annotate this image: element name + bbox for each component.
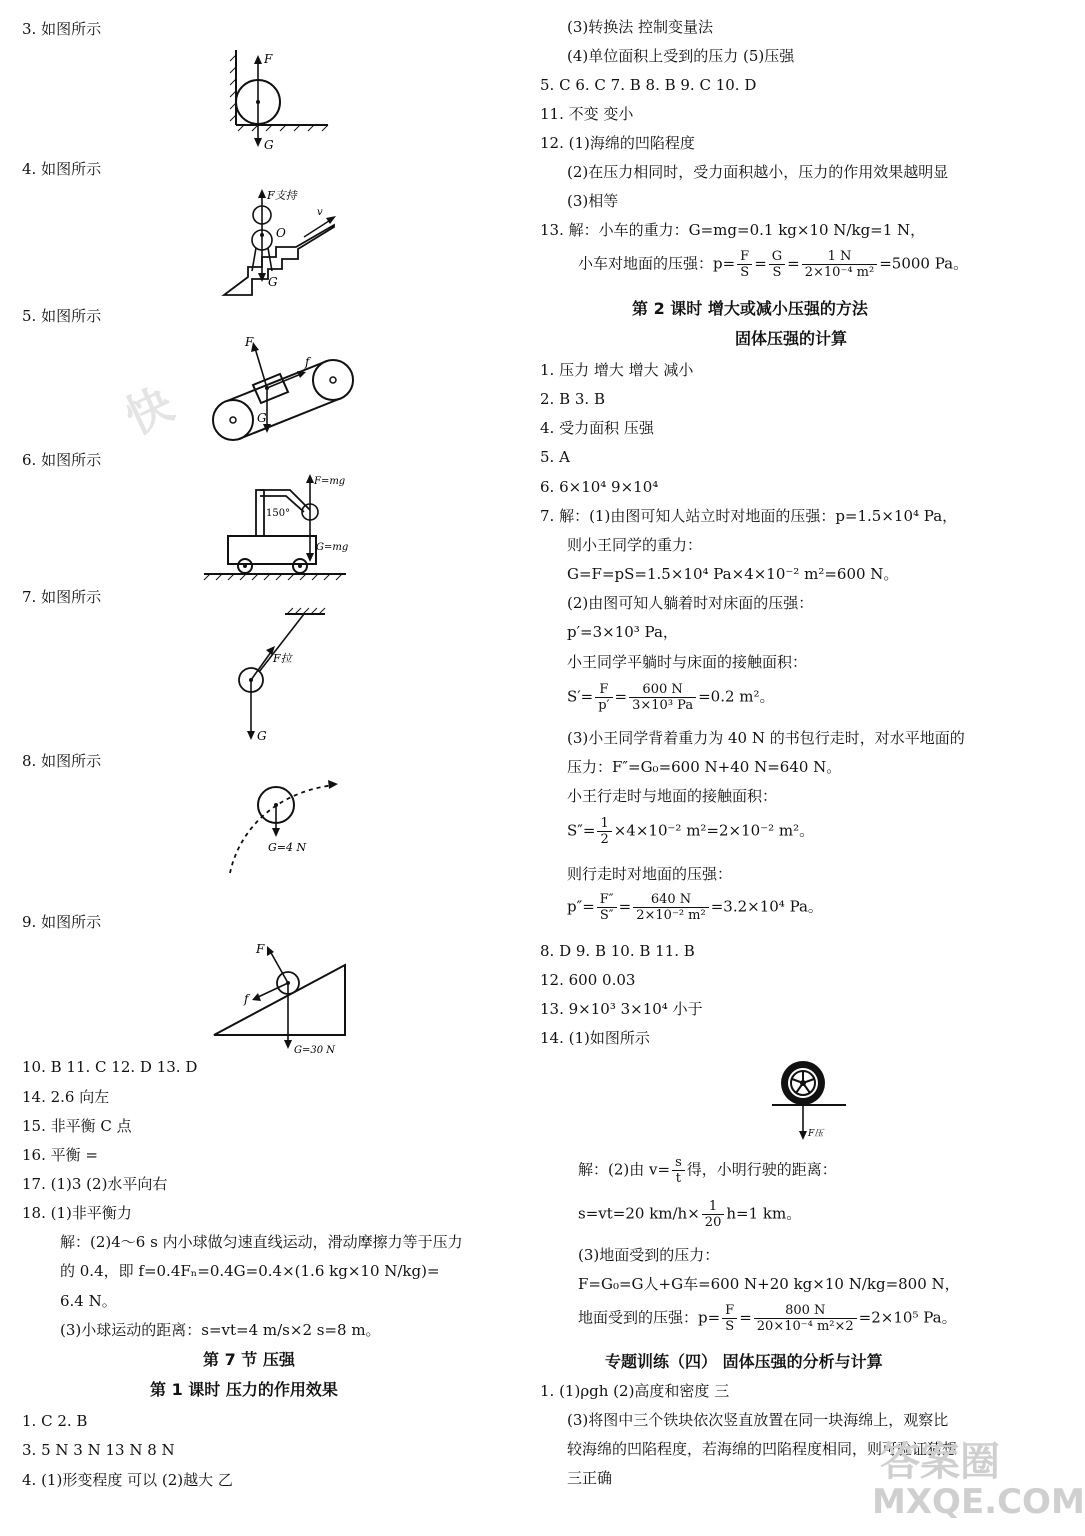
line-q14: 14. 2.6 向左 — [22, 1088, 110, 1106]
line-b4: 4. (1)形变程度 可以 (2)越大 乙 — [22, 1471, 233, 1489]
line-b3: 3. 5 N 3 N 13 N 8 N — [22, 1441, 175, 1459]
line-q18-c: 6.4 N。 — [60, 1292, 117, 1310]
line-c7k: S″= $\frac{1}{2}$ ×4×10⁻² m²=2×10⁻² m²。 — [567, 816, 815, 847]
figure-9 — [210, 935, 355, 1055]
frac-s-over-t: $\frac{s}{t}$ — [672, 1156, 685, 1185]
watermark-site: MXQE.COM — [872, 1482, 1085, 1522]
line-r3: 5. C 6. C 7. B 8. B 9. C 10. D — [540, 76, 757, 94]
frac-800-over-area: $\frac{800 N}{\text{20×10⁻⁴ m²×2}}$ — [754, 1304, 857, 1333]
line-c7j: 小王行走时与地面的接触面积： — [567, 787, 778, 805]
line-c14c: (3)地面受到的压力： — [578, 1246, 720, 1264]
line-c1: 1. 压力 增大 增大 减小 — [540, 361, 694, 379]
line-q17: 17. (1)3 (2)水平向右 — [22, 1175, 168, 1193]
line-c12: 12. 600 0.03 — [540, 971, 636, 989]
frac-600-over-3e3: $\frac{600 N}{\text{3×10³ Pa}}$ — [629, 683, 696, 712]
frac-one-half: $\frac{1}{2}$ — [597, 817, 611, 846]
frac-F-over-S-2: $\frac{F}{S}$ — [722, 1304, 737, 1333]
line-r7: (3)相等 — [567, 192, 619, 210]
f14-F-label: F压 — [808, 1129, 824, 1139]
frac-F-over-p: $\frac{F}{p'}$ — [595, 683, 612, 712]
line-c8: 8. D 9. B 10. B 11. B — [540, 942, 695, 960]
figure-8 — [220, 775, 340, 875]
f4-v-label: v — [317, 207, 323, 218]
line-c7b: 则小王同学的重力： — [567, 536, 703, 554]
line-q16: 16. 平衡 = — [22, 1146, 98, 1164]
watermark-side: 快 — [117, 376, 182, 445]
lesson-2-heading: 第 2 课时 增大或减小压强的方法 — [632, 299, 868, 318]
line-r5: 12. (1)海绵的凹陷程度 — [540, 134, 695, 152]
watermark-logo: 答案圈 — [880, 1439, 1000, 1485]
line-d1d: 三正确 — [567, 1469, 613, 1487]
f7-F-label: F拉 — [273, 652, 292, 665]
line-c7i: 压力：F″=G₀=600 N+40 N=640 N。 — [567, 758, 842, 776]
line-c7f: 小王同学平躺时与床面的接触面积： — [567, 653, 808, 671]
frac-1N-over-area: $\frac{1 N}{\text{2×10⁻⁴ m²}}$ — [802, 250, 877, 279]
line-r4: 11. 不变 变小 — [540, 105, 634, 123]
q9-label: 9. 如图所示 — [22, 913, 102, 931]
line-d1c: 较海绵的凹陷程度，若海绵的凹陷程度相同，则可验证猜想 — [567, 1440, 958, 1458]
line-d1b: (3)将图中三个铁块依次竖直放置在同一块海绵上，观察比 — [567, 1411, 949, 1429]
figure-3 — [230, 45, 330, 155]
figure-6 — [200, 470, 350, 580]
line-c7l: 则行走时对地面的压强： — [567, 865, 733, 883]
line-q18-b: 的 0.4，即 f=0.4Fₙ=0.4G=0.4×(1.6 kg×10 N/kg)= — [60, 1262, 440, 1280]
line-q18-d: (3)小球运动的距离：s=vt=4 m/s×2 s=8 m。 — [60, 1321, 381, 1339]
q8-label: 8. 如图所示 — [22, 752, 102, 770]
frac-F-over-S: $\frac{F}{S}$ — [737, 250, 752, 279]
line-q15: 15. 非平衡 C 点 — [22, 1117, 132, 1135]
line-c14b: s=vt=20 km/h× $\frac{1}{20}$ h=1 km。 — [578, 1199, 802, 1230]
line-c7g: S′= $\frac{F}{p'}$ = $\frac{600 N}{\text{3×10³ Pa}}$ =0.2 m²。 — [567, 682, 775, 713]
line-c7d: (2)由图可知人躺着时对床面的压强： — [567, 594, 814, 612]
figure-4 — [222, 185, 347, 300]
line-b1: 1. C 2. B — [22, 1412, 88, 1430]
f5-f-label: f — [305, 355, 310, 369]
f4-G-label: G — [268, 275, 278, 289]
f3-G-label: G — [264, 138, 274, 152]
line-c6: 6. 6×10⁴ 9×10⁴ — [540, 478, 659, 496]
f4-F-label: F支持 — [267, 189, 297, 202]
line-c13: 13. 9×10³ 3×10⁴ 小于 — [540, 1000, 703, 1018]
f7-G-label: G — [257, 729, 267, 743]
q5-label: 5. 如图所示 — [22, 307, 102, 325]
figure-5 — [205, 330, 360, 445]
f9-F-label: F — [256, 942, 265, 956]
frac-640-over-area: $\frac{640 N}{\text{2×10⁻² m²}}$ — [633, 893, 708, 922]
r9-text-a: 小车对地面的压强：p= — [578, 254, 736, 273]
f9-G-label: G=30 N — [294, 1045, 336, 1056]
f6-angle-label: 150° — [266, 508, 291, 519]
frac-F2-over-S2: $\frac{F''}{S''}$ — [597, 893, 617, 922]
line-c7h: (3)小王同学背着重力为 40 N 的书包行走时，对水平地面的 — [567, 729, 965, 747]
f3-F-label: F — [264, 52, 273, 66]
line-q18-a: 解：(2)4～6 s 内小球做匀速直线运动，滑动摩擦力等于压力 — [60, 1233, 463, 1251]
line-c14: 14. (1)如图所示 — [540, 1029, 650, 1047]
f4-O-label: O — [276, 226, 286, 240]
section-7-heading: 第 7 节 压强 — [203, 1350, 295, 1369]
line-r1: (3)转换法 控制变量法 — [567, 18, 714, 36]
figure-7 — [225, 600, 330, 745]
q6-label: 6. 如图所示 — [22, 451, 102, 469]
f5-F-label: F — [245, 335, 254, 349]
line-c7c: G=F=pS=1.5×10⁴ Pa×4×10⁻² m²=600 N。 — [567, 565, 899, 583]
f5-G-label: G — [257, 411, 267, 425]
q3-label: 3. 如图所示 — [22, 20, 102, 38]
f6-G-label: G=mg — [316, 542, 349, 553]
line-r2: (4)单位面积上受到的压力 (5)压强 — [567, 47, 795, 65]
line-c14a: 解：(2)由 v= $\frac{s}{t}$ 得，小明行驶的距离： — [578, 1155, 837, 1186]
line-q10-13: 10. B 11. C 12. D 13. D — [22, 1058, 198, 1076]
line-c7e: p′=3×10³ Pa， — [567, 623, 678, 641]
q4-label: 4. 如图所示 — [22, 160, 102, 178]
frac-1-over-20: $\frac{1}{20}$ — [702, 1200, 725, 1229]
line-c4: 4. 受力面积 压强 — [540, 419, 654, 437]
line-r6: (2)在压力相同时，受力面积越小，压力的作用效果越明显 — [567, 163, 949, 181]
line-c7m: p″= $\frac{F''}{S''}$ = $\frac{640 N}{\text{2×10⁻² m²}}$ =3.2×10⁴ Pa。 — [567, 892, 823, 923]
q7-label: 7. 如图所示 — [22, 588, 102, 606]
line-c14e: 地面受到的压强：p= $\frac{F}{S}$ = $\frac{800 N}{\text{20×10⁻⁴ m²×2}}$ =2×10⁵ Pa。 — [578, 1303, 957, 1334]
figure-14-wheel — [770, 1058, 850, 1144]
line-r9: 小车对地面的压强：p= $\frac{F}{S}$ = $\frac{G}{S}$ = $\frac{1 N}{\text{2×10⁻⁴ m²}}$ =5000 Pa。 — [578, 249, 969, 280]
topic-heading: 专题训练（四） 固体压强的分析与计算 — [605, 1352, 883, 1371]
line-r8: 13. 解：小车的重力：G=mg=0.1 kg×10 N/kg=1 N， — [540, 221, 926, 239]
frac-G-over-S: $\frac{G}{S}$ — [769, 250, 785, 279]
line-q18: 18. (1)非平衡力 — [22, 1204, 132, 1222]
line-d1: 1. (1)ρgh (2)高度和密度 三 — [540, 1382, 730, 1400]
line-c5: 5. A — [540, 448, 570, 466]
lesson-2-subheading: 固体压强的计算 — [735, 329, 848, 348]
line-c2: 2. B 3. B — [540, 390, 605, 408]
line-c7: 7. 解：(1)由图可知人站立时对地面的压强：p=1.5×10⁴ Pa， — [540, 507, 958, 525]
f6-F-label: F=mg — [314, 476, 346, 487]
f9-f-label: f — [244, 992, 249, 1006]
f8-G-label: G=4 N — [268, 841, 307, 854]
lesson-1-heading: 第 1 课时 压力的作用效果 — [150, 1380, 338, 1399]
line-c14d: F=G₀=G人+G车=600 N+20 kg×10 N/kg=800 N， — [578, 1275, 960, 1293]
